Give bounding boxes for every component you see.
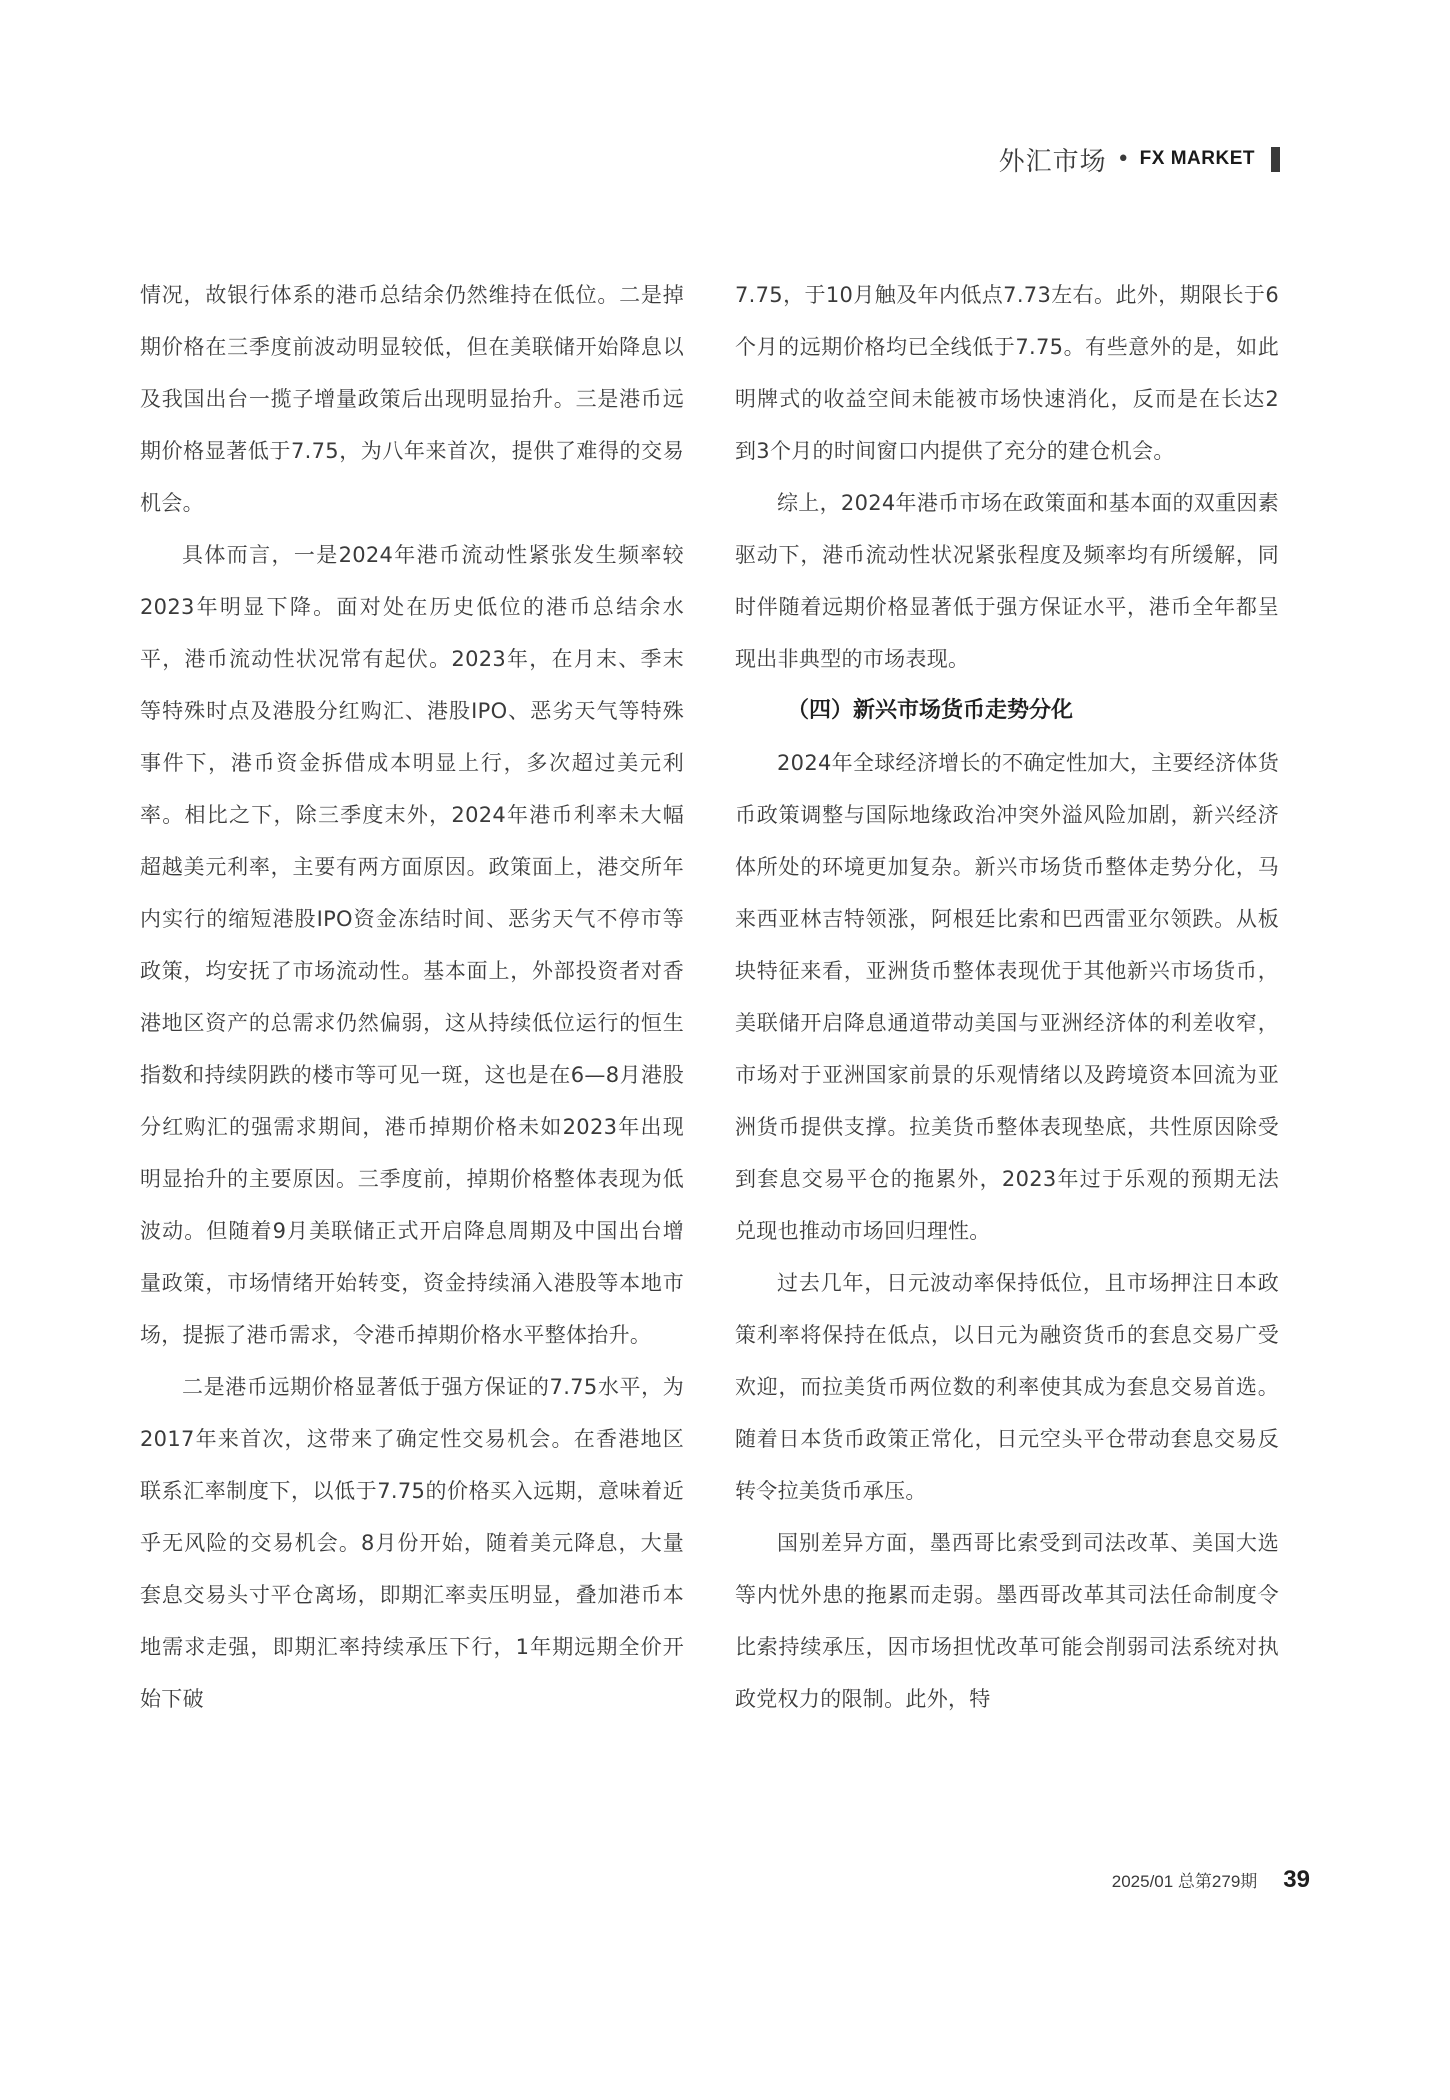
paragraph: 2024年全球经济增长的不确定性加大，主要经济体货币政策调整与国际地缘政治冲突外溢风险加剧，新兴经济体所处的环境更加复杂。新兴市场货币整体走势分化，马来西亚林吉特领涨，阿根廷比索和巴西雷亚尔领跌。从板块特征来看，亚洲货币整体表现优于其他新兴市场货币，美联储开启降息通道带动美国与亚洲经济体的利差收窄，市场对于亚洲国家前景的乐观情绪以及跨境资本回流为亚洲货币提供支撑。拉美货币整体表现垫底，共性原因除受到套息交易平仓的拖累外，2023年过于乐观的预期无法兑现也推动市场回归理性。: [735, 751, 1279, 1243]
section-title-en: FX MARKET: [1139, 148, 1255, 169]
paragraph: 二是港币远期价格显著低于强方保证的7.75水平，为2017年来首次，这带来了确定性交易机会。在香港地区联系汇率制度下，以低于7.75的价格买入远期，意味着近乎无风险的交易机会。8月份开始，随着美元降息，大量套息交易头寸平仓离场，即期汇率卖压明显，叠加港币本地需求走强，即期汇率持续承压下行，1年期远期全价开始下破: [140, 1375, 684, 1711]
left-column: [140, 269, 684, 1725]
paragraph: 过去几年，日元波动率保持低位，且市场押注日本政策利率将保持在低点，以日元为融资货币的套息交易广受欢迎，而拉美货币两位数的利率使其成为套息交易首选。随着日本货币政策正常化，日元空头平仓带动套息交易反转令拉美货币承压。: [735, 1271, 1279, 1503]
right-column: [735, 269, 1279, 1725]
issue-label: 2025/01 总第279期: [1111, 1872, 1258, 1891]
running-header: [999, 138, 1280, 180]
paragraph: 综上，2024年港币市场在政策面和基本面的双重因素驱动下，港币流动性状况紧张程度及频率均有所缓解，同时伴随着远期价格显著低于强方保证水平，港币全年都呈现出非典型的市场表现。: [735, 491, 1279, 671]
paragraph-continued: 7.75，于10月触及年内低点7.73左右。此外，期限长于6个月的远期价格均已全线低于7.75。有些意外的是，如此明牌式的收益空间未能被市场快速消化，反而是在长达2到3个月的时间窗口内提供了充分的建仓机会。: [735, 283, 1279, 463]
section-heading: （四）新兴市场货币走势分化: [787, 698, 1074, 723]
header-separator: •: [1116, 146, 1130, 172]
paragraph: 具体而言，一是2024年港币流动性紧张发生频率较2023年明显下降。面对处在历史低位的港币总结余水平，港币流动性状况常有起伏。2023年，在月末、季末等特殊时点及港股分红购汇、港股IPO、恶劣天气等特殊事件下，港币资金拆借成本明显上行，多次超过美元利率。相比之下，除三季度末外，2024年港币利率未大幅超越美元利率，主要有两方面原因。政策面上，港交所年内实行的缩短港股IPO资金冻结时间、恶劣天气不停市等政策，均安抚了市场流动性。基本面上，外部投资者对香港地区资产的总需求仍然偏弱，这从持续低位运行的恒生指数和持续阴跌的楼市等可见一斑，这也是在6—8月港股分红购汇的强需求期间，港币掉期价格未如2023年出现明显抬升的主要原因。三季度前，掉期价格整体表现为低波动。但随着9月美联储正式开启降息周期及中国出台增量政策，市场情绪开始转变，资金持续涌入港股等本地市场，提振了港币需求，令港币掉期价格水平整体抬升。: [140, 543, 684, 1347]
section-title-cn: 外汇市场: [998, 146, 1107, 177]
header-bar-mark: [1271, 147, 1280, 172]
paragraph-continued: 情况，故银行体系的港币总结余仍然维持在低位。二是掉期价格在三季度前波动明显较低，但在美联储开始降息以及我国出台一揽子增量政策后出现明显抬升。三是港币远期价格显著低于7.75，为八年来首次，提供了难得的交易机会。: [140, 283, 684, 515]
page-number: 39: [1283, 1866, 1310, 1893]
page-footer: [1112, 1866, 1310, 1894]
paragraph: 国别差异方面，墨西哥比索受到司法改革、美国大选等内忧外患的拖累而走弱。墨西哥改革其司法任命制度令比索持续承压，因市场担忧改革可能会削弱司法系统对执政党权力的限制。此外，特: [735, 1531, 1279, 1711]
